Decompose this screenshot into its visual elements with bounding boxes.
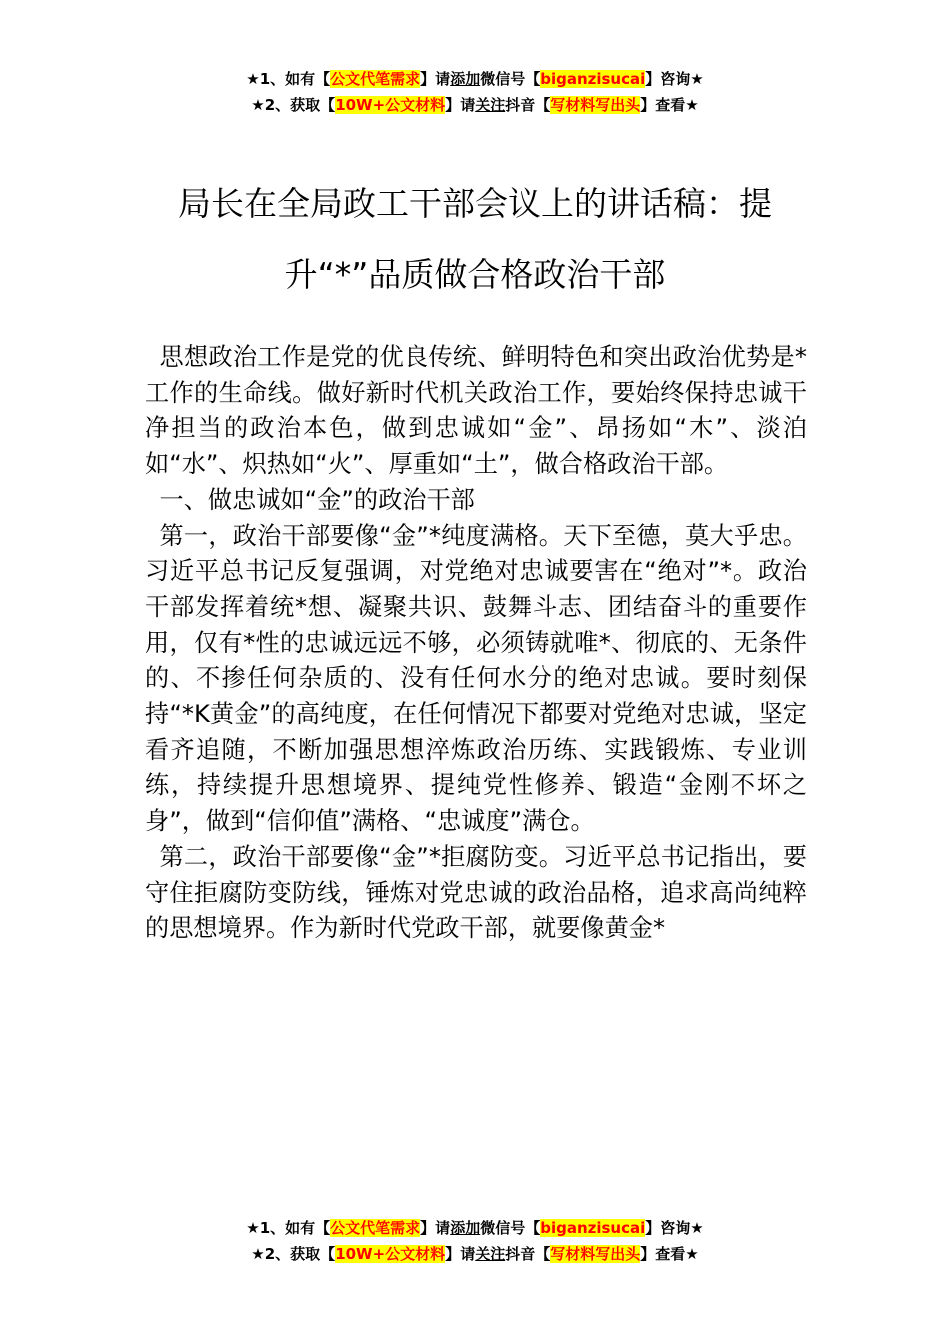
section-heading: 一、做忠诚如“金”的政治干部 (159, 485, 475, 514)
banner-line-1: ★1、如有【公文代笔需求】请添加微信号【biganzisucai】咨询★ (246, 70, 704, 88)
paragraph: 思想政治工作是党的优良传统、鲜明特色和突出政治优势是*工作的生命线。做好新时代机关政治工作，要始终保持忠诚干净担当的政治本色，做到忠诚如“金”、昂扬如“木”、淡泊如“水”、炽热如“火”、厚重如“土”，做合格政治干部。 (145, 343, 807, 479)
banner-highlight: 写材料写出头 (550, 96, 641, 114)
banner-line-2: ★2、获取【10W+公文材料】请关注抖音【写材料写出头】查看★ (251, 96, 699, 114)
banner-highlight: 写材料写出头 (550, 1245, 641, 1263)
footer-banner (0, 1215, 950, 1267)
banner-highlight: 公文代笔需求 (330, 70, 421, 88)
document-body (145, 340, 807, 947)
paragraph: 第二，政治干部要像“金”*拒腐防变。习近平总书记指出，要守住拒腐防变防线，锤炼对党忠诚的政治品格，追求高尚纯粹的思想境界。作为新时代党政干部，就要像黄金* (145, 842, 807, 943)
banner-highlight: 10W+公文材料 (335, 1245, 446, 1263)
document-title: 局长在全局政工干部会议上的讲话稿：提升“*”品质做合格政治干部 (178, 184, 772, 294)
header-banner (0, 66, 950, 118)
paragraph: 第一，政治干部要像“金”*纯度满格。天下至德，莫大乎忠。习近平总书记反复强调，对党绝对忠诚要害在“绝对”*。政治干部发挥着统*想、凝聚共识、鼓舞斗志、团结奋斗的重要作用，仅有*性的忠诚远远不够，必须铸就唯*、彻底的、无条件的、不掺任何杂质的、没有任何水分的绝对忠诚。要时刻保持“*K黄金”的高纯度，在任何情况下都要对党绝对忠诚，坚定看齐追随，不断加强思想淬炼政治历练、实践锻炼、专业训练，持续提升思想境界、提纯党性修养、锻造“金刚不坏之身”，做到“信仰值”满格、“忠诚度”满仓。 (145, 521, 807, 836)
banner-highlight: 10W+公文材料 (335, 96, 446, 114)
banner-highlight: 公文代笔需求 (330, 1219, 421, 1237)
banner-highlight: biganzisucai (540, 70, 646, 88)
banner-line-2: ★2、获取【10W+公文材料】请关注抖音【写材料写出头】查看★ (251, 1245, 699, 1263)
banner-line-1: ★1、如有【公文代笔需求】请添加微信号【biganzisucai】咨询★ (246, 1219, 704, 1237)
banner-highlight: biganzisucai (540, 1219, 646, 1237)
